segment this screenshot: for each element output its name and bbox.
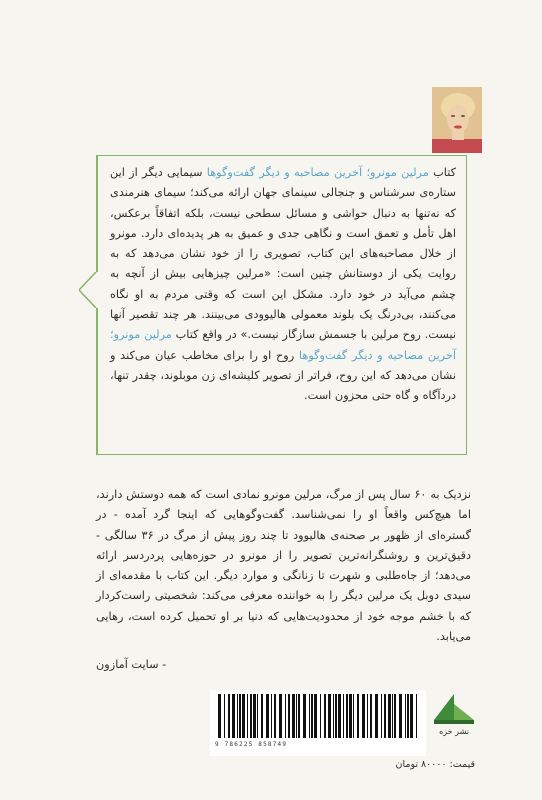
- frame-notch-chevron: [79, 272, 113, 308]
- source-credit: - سایت آمازون: [96, 658, 167, 671]
- description-paragraph: نزدیک به ۶۰ سال پس از مرگ، مرلین مونرو نمادی است که همه دوستش دارند، اما هیچ‌کس واقعاً او را نمی‌شناسد. گفت‌وگوهایی که اینجا گرد آمده - در گستره‌ای از ظهور بر صحنه‌ی هالیوود تا چند روز پیش از مرگ در ۳۶ سالگی - دقیق‌ترین و روشنگرانه‌ترین تصویر را از مونرو در حوزه‌هایی پردردسر ارائه می‌دهد؛ از جاه‌طلبی و شهرت تا زنانگی و موارد دیگر. این کتاب با مقدمه‌ای از سیدی دوبل یک مرلین دیگر را به خواننده معرفی می‌کند: شخصیتی راست‌کردار که با خشم موجه خود از محدودیت‌هایی که دنیا بر او تحمیل کرده است، رهایی می‌یابد.: [96, 488, 472, 644]
- frame-left-edge-bottom: [96, 308, 98, 454]
- author-photo: [432, 87, 482, 153]
- quote-end: روح او را برای مخاطب عیان می‌کند و نشان می‌دهد که این روح، فراتر از تصویر کلیشه‌ای زن موبلوند، چقدر تنها، دردآگاه و گاه حتی محزون است.: [110, 348, 456, 403]
- frame-left-edge-top: [96, 155, 98, 272]
- publisher-logo-icon: [430, 690, 478, 726]
- price-label: قیمت: ۸۰۰۰۰ تومان: [395, 759, 475, 770]
- isbn-number: 9 786225 858749: [215, 741, 288, 748]
- book-title-highlight: مرلین مونرو؛ آخرین مصاحبه و دیگر گفت‌وگوها: [206, 166, 429, 179]
- book-title-highlight-2: مرلین مونرو؛ آخرین مصاحبه و دیگر گفت‌وگوها: [110, 328, 457, 362]
- quote-body: سیمایی دیگر از این ستاره‌ی سرشناس و جنجالی سینمای جهان ارائه می‌کند؛ سیمای هنرمندی که نه‌تنها به دنبال حواشی و مسائل سطحی نیست، بلکه اتفاقاً برعکس، اهل تأمل و تعمق است و نگاهی جدی و عمیق به هر پدیده‌ای دارد. مونرو از خلال مصاحبه‌های این کتاب، تصویری را از خود نشان می‌دهد که به روایت یکی از دوستانش چنین است: «مرلین چیزهایی بیش از آنچه به چشم می‌آید در خود دارد. مشکل این است که وقتی مردم به او نگاه می‌کنند، بی‌درنگ یک بلوند معمولی هالیوودی می‌بینند. هر چند تقصیر آنها نیست. روح مرلین با جسمش سازگار نیست.» در واقع کتاب: [110, 166, 456, 342]
- quote-paragraph: [110, 163, 456, 407]
- publisher-name: نشر خزه: [439, 727, 469, 736]
- quote-intro: کتاب: [428, 166, 456, 179]
